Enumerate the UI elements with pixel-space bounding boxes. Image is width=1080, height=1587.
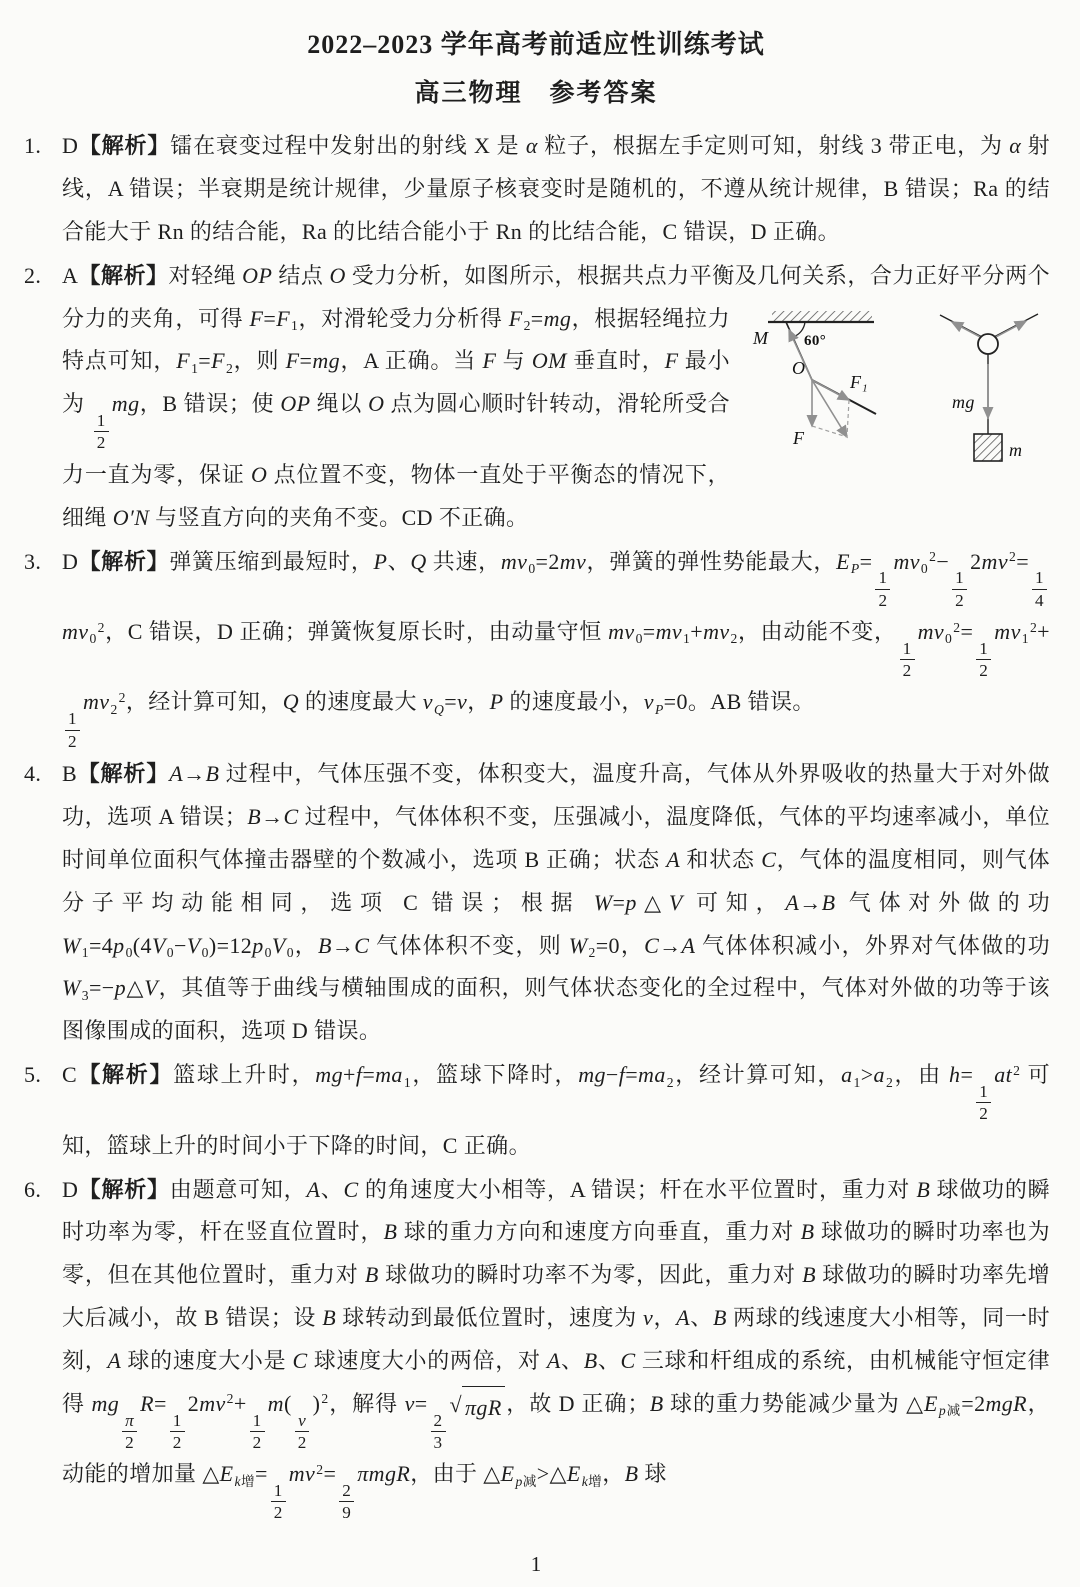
label-angle: 60° [804,332,827,349]
text-run: 球的速度大小是 [121,1348,293,1374]
subscript: 2 [225,360,234,376]
pulley-circle [978,334,998,354]
fraction-numerator: π [122,1410,137,1432]
subscript: 0 [264,944,272,960]
math-run: F [482,348,497,374]
math-run: F [664,348,679,374]
math-run: vP=0 [643,689,688,717]
subscript: 2 [588,944,596,960]
text-run: ，由于 [410,1461,484,1487]
fraction-denominator: 2 [297,1432,307,1452]
fraction-numerator: 2 [431,1410,446,1432]
item-body [62,761,1050,1043]
math-run: F=mg [285,348,341,374]
superscript: 2 [316,1461,324,1477]
answer-letter: B [62,760,78,786]
fraction-denominator: 3 [433,1432,443,1452]
superscript: 2 [929,549,937,565]
text-run: 绳以 [310,391,369,417]
answer-letter: C [62,1062,78,1088]
math-run: P [489,689,504,715]
text-run: 过程中，气体体积不变，压强减小，温度降低，气体的平均速率减小，单位时间单位面积气体撞击器壁的个数减小，选项 B 正确；状态 [62,803,1050,872]
fraction [431,1410,446,1454]
item-body [62,133,1050,244]
analysis-marker: 【解析】 [77,1062,174,1088]
fraction-numerator: 1 [271,1480,286,1502]
item-number: 1. [24,133,42,158]
math-run: B [322,1305,337,1331]
sqrt-radical [450,1383,505,1430]
text-run: 与 [496,348,532,374]
math-run: mg [111,391,140,417]
math-run: EP= [836,548,873,576]
superscript: 2 [321,1391,329,1407]
label-M: M [753,327,769,348]
weight-box [974,434,1002,461]
item-number: 4. [24,760,42,786]
text-run: ，动能的增加量 [62,1390,1050,1487]
item-content [62,125,1050,254]
answer-item [22,125,1050,254]
text-run: ， [653,1305,677,1331]
text-run: ，C 错误，D 正确；弹簧恢复原长时，由动量守恒 [104,619,609,645]
math-run: A [546,1348,561,1374]
superscript: 2 [953,619,961,635]
math-run: Q [282,689,299,715]
superscript: 2 [1029,619,1038,635]
math-run: F2=mg [508,305,572,333]
math-run: a1>a2 [841,1062,894,1090]
math-run: F1=F2 [176,348,234,376]
subscript: 0 [201,944,209,960]
math-run: F=F1 [249,305,299,333]
subscript: 0 [89,631,97,647]
math-run: O [329,262,346,288]
answer-item [22,255,1050,540]
fraction [875,567,890,611]
text-run: 、 [387,548,411,574]
text-run: 的速度最大 [298,689,423,715]
text-run: ，由动能不变， [737,619,897,645]
radicand: πgR [462,1386,505,1430]
math-run: B [383,1219,398,1245]
fraction-denominator: 2 [273,1503,283,1523]
analysis-marker: 【解析】 [77,760,170,786]
answer-letter: D [62,133,79,158]
superscript: 2 [1008,549,1017,565]
superscript: 2 [226,1391,234,1407]
subscript: P [654,701,664,717]
math-run: C→A [644,932,696,958]
text-run: 可知，篮球上升的时间小于下降的时间，C 正确。 [62,1062,1050,1158]
text-run: 、 [690,1305,713,1331]
subscript: p减 [515,1473,537,1489]
text-run: ，B 错误；使 [139,391,281,417]
text-run: 球转动到最低位置时，速度为 [336,1305,644,1331]
fraction-denominator: 2 [96,433,106,453]
fraction-denominator: 9 [342,1503,352,1523]
text-run: 球的重力方向和速度方向垂直，重力对 [397,1219,801,1245]
text-run: 球的重力势能减少量为 [663,1390,907,1416]
math-run: $mv0^2$ [893,548,937,576]
subscript: 0 [166,944,174,960]
text-run: ，其值等于曲线与横轴围成的面积，则气体状态变化的全过程中，气体对外做的功等于该图像围成的面积，选项 D 错误。 [62,975,1050,1044]
item-number: 2. [24,262,42,288]
subscript: 0 [286,944,294,960]
math-run: $mv^2=$ [288,1461,337,1487]
fraction-denominator: 2 [68,731,77,751]
label-mg: mg [952,391,975,412]
text-run: 两球的线速度大小相等，同一时刻， [62,1305,1050,1374]
right-tension-arrow [992,321,1026,339]
item-number: 5. [24,1062,42,1088]
math-run: A→B [169,760,220,786]
subscript: 0 [528,560,536,576]
ceiling-hatch [772,311,872,322]
math-run: $mv1^2+$ [994,619,1050,647]
math-run: C [343,1176,359,1202]
text-run: ，弹簧的弹性势能最大， [586,548,837,574]
math-run: mg [91,1390,120,1416]
math-run: A [107,1348,122,1374]
item-content [62,255,1050,540]
math-run: C [292,1348,308,1374]
subscript: 2 [730,631,738,647]
text-run: 气体对外做的功 [835,889,1050,915]
fraction-numerator: 1 [1032,567,1047,589]
item-body [62,1176,1050,1523]
answer-item [22,541,1050,752]
text-run: 、 [597,1348,621,1374]
answer-item [22,753,1050,1053]
subscript: 3 [81,987,89,1003]
math-run: $mv0^2$ [62,619,105,647]
text-run: ，经计算可知， [125,689,283,715]
item-content [62,1054,1050,1167]
math-run: B [583,1348,598,1374]
math-run: B [916,1176,931,1202]
text-run: 点位置不变，物体一直处于平衡态的情况下，细绳 [62,461,730,530]
fraction-denominator: 2 [979,661,989,681]
item-number: 3. [24,548,42,574]
text-run: 球做功的瞬时功率为零，杆在竖直位置时， [62,1176,1050,1245]
exam-title: 2022–2023 学年高考前适应性训练考试 [307,30,765,59]
math-run: B [800,1219,815,1245]
item-body [62,263,1050,530]
parallelogram-dash-2 [847,400,849,437]
item-content [62,753,1050,1053]
subscript: 1 [403,1074,412,1090]
math-run: B [364,1262,379,1288]
item-body [62,548,1050,751]
fraction [94,410,109,454]
text-run: 最小为 [62,348,731,417]
math-run: B [624,1461,639,1487]
math-run: A→B [785,889,836,915]
force-F2-arrow [952,322,984,339]
subscript: 0 [945,631,953,647]
fraction [1032,567,1047,611]
superscript: 2 [97,619,105,635]
fraction-numerator: 2 [339,1480,354,1502]
text-run: 的角速度大小相等，A 错误；杆在水平位置时，重力对 [358,1176,917,1202]
subscript: 2 [666,1074,674,1090]
math-run: O [251,461,268,487]
subscript: 1 [1021,631,1029,647]
math-run: Q [410,548,427,574]
subscript: 0 [125,944,133,960]
fraction-numerator: 1 [875,567,890,589]
text-run: − [936,548,950,574]
math-run: O′N [112,504,150,530]
answer-item [22,1054,1050,1167]
fraction [271,1480,286,1524]
math-run: W3=−p△V [62,975,159,1003]
text-run: 、 [560,1348,584,1374]
text-run: ， [293,932,318,958]
math-run: A [666,846,681,872]
text-run: ，气体的温度相同，则气体分子平均动能相同，选项 C 错误；根据 [62,846,1050,915]
math-run: C [620,1348,636,1374]
subscript: 2 [885,1074,894,1090]
fraction-denominator: 2 [955,590,965,610]
text-run: 的速度最小， [503,689,644,715]
text-run: 弹簧压缩到最短时， [169,548,374,574]
math-run: $2mv^2+$ [187,1390,247,1416]
answer-letter: D [62,548,79,574]
fraction-numerator: 1 [952,567,967,589]
math-run: W1=4p0(4V0−V0)=12p0V0 [62,932,294,960]
fraction-denominator: 2 [252,1432,262,1452]
analysis-marker: 【解析】 [78,262,169,288]
text-run: ，经计算可知， [673,1062,842,1088]
math-run: R= [140,1390,167,1416]
text-run: 可知， [682,889,786,915]
fraction [170,1410,185,1454]
math-run: $at^2$ [994,1062,1021,1088]
fraction [295,1410,310,1454]
text-run: 、 [320,1176,344,1202]
fraction-numerator: v [295,1410,309,1432]
fraction-denominator: 2 [979,1104,989,1124]
text-run: 球做功的瞬时功率先增大后减小，故 B 错误；设 [62,1262,1050,1331]
math-run: mv0=mv1+mv2 [608,619,738,647]
text-run: ，故 D 正确； [505,1390,650,1416]
fraction-denominator: 2 [902,661,912,681]
force-diagram [748,304,1050,484]
exam-subtitle: 高三物理 参考答案 [414,80,658,107]
label-F1: F₁ [850,371,869,392]
text-run: 粒子，根据左手定则可知，射线 3 带正电，为 [537,133,1010,158]
label-O: O [792,357,806,378]
math-run: W=p△V [593,889,683,915]
fraction-numerator: 1 [94,410,109,432]
math-run: α [1009,133,1022,158]
fraction-numerator: 1 [65,708,80,730]
math-run: mg+f=ma1 [315,1062,412,1090]
math-run: OP [280,391,311,417]
answer-item [22,1169,1050,1524]
answer-letter: D [62,1176,79,1202]
math-run: △Ep减=2mgR [906,1390,1028,1419]
subscript: k增 [234,1473,255,1489]
fraction [900,638,915,682]
subscript: 1 [291,317,299,333]
text-run: 和状态 [680,846,762,872]
text-run: 气体体积减小，外界对气体做的功 [695,932,1050,958]
fraction-denominator: 2 [172,1432,182,1452]
text-run: ，根据轻绳拉力 [571,305,730,331]
text-run: ，对滑轮受力分析得 [298,305,509,331]
math-run: OP [242,262,273,288]
text-run: ，A 正确。当 [340,348,483,374]
math-run: W2=0 [568,932,620,960]
fraction-denominator: 2 [878,590,888,610]
subscript: 1 [81,944,89,960]
subscript: 1 [683,631,691,647]
fraction-numerator: 1 [170,1410,185,1432]
text-run: ，由 [893,1062,950,1088]
math-run: A [306,1176,321,1202]
fraction [976,638,991,682]
math-run: mv0=2mv [500,548,587,576]
fraction-numerator: 1 [900,638,915,660]
fraction-numerator: 1 [976,1081,991,1103]
math-run: P [373,548,388,574]
text-run: 垂直时， [566,348,665,374]
force-diagram-svg [748,304,1050,484]
analysis-marker: 【解析】 [78,133,171,158]
subscript: k增 [581,1473,603,1489]
item-content [62,541,1050,752]
text-run: 球 [638,1461,667,1487]
math-run: B→C [247,803,299,829]
text-run: ， [602,1461,625,1487]
math-run: △Ek增= [202,1461,268,1489]
math-run: vQ=v [422,689,468,717]
text-run: 共速， [426,548,501,574]
analysis-marker: 【解析】 [78,548,170,574]
superscript: 2 [1013,1062,1021,1078]
answer-letter: A [62,262,79,288]
text-run: 气体体积不变，则 [369,932,569,958]
label-m: m [1009,439,1023,460]
text-run: 球速度大小的两倍，对 [307,1348,547,1374]
math-run: mg−f=ma2 [578,1062,674,1090]
text-run: 特点可知， [62,348,177,374]
text-run: 受力分析，如图所示，根据共点力平衡及几何关系，合力正好平分两个分力的夹角，可得 [62,262,1050,331]
math-run: v [643,1305,654,1331]
math-run: B [649,1390,664,1416]
fraction [250,1410,265,1454]
subscript: P [850,560,860,576]
text-run: 。AB 错误。 [687,689,815,715]
fraction-numerator: 1 [976,638,991,660]
math-run: h= [949,1062,974,1088]
item-body [62,1062,1050,1157]
math-run: C [761,846,777,872]
radical-sign: √ [449,1391,463,1417]
answer-list [22,125,1050,1524]
text-run: ，篮球下降时， [411,1062,579,1088]
text-run: 对轻绳 [168,262,243,288]
math-run: $2mv^2=$ [970,548,1030,574]
math-run: v= [404,1390,428,1416]
label-F: F [793,427,805,448]
math-run: A [676,1305,690,1331]
math-run: B [712,1305,727,1331]
fraction [65,708,80,752]
math-run: α [525,133,538,158]
math-run: $mv2^2$ [82,689,126,717]
fraction-numerator: 1 [250,1410,265,1432]
text-run: 球做功的瞬时功率不为零，因此，重力对 [378,1262,803,1288]
item-number: 6. [24,1176,42,1202]
text-run: 射线，A 错误；半衰期是统计规律，少量原子核衰变时是随机的，不遵从统计规律，B 错误；Ra 的结合能大于 Rn 的结合能，Ra 的比结合能小于 Rn 的比结合能，C 错误，D 正确。 [62,133,1050,244]
math-run: πmgR [357,1461,411,1487]
text-run: 篮球上升时， [173,1062,316,1088]
text-run: 三球和杆组成的系统，由机械能守恒定律得 [62,1348,1050,1416]
math-run: $mv0^2=$ [917,619,974,647]
text-run: ，则 [233,348,286,374]
math-run: )$^2$ [312,1390,329,1416]
math-run: O [368,391,385,417]
math-run: B [802,1262,816,1288]
superscript: 2 [118,689,126,705]
text-run: 球做功的瞬时功率也为零，但在其他位置时，重力对 [62,1219,1050,1288]
text-run: 镭在衰变过程中发射出的射线 X 是 [170,133,526,158]
fraction [976,1081,991,1125]
math-run: OM [531,348,567,374]
text-run: 过程中，气体压强不变，体积变大，温度升高，气体从外界吸收的热量大于对外做功，选项 A 错误； [62,760,1050,829]
subscript: 1 [853,1074,861,1090]
subscript: Q [433,701,445,717]
text-run: 由题意可知， [169,1176,307,1202]
subscript: 1 [191,360,199,376]
text-run: ， [619,932,645,958]
fraction-denominator: 4 [1035,590,1044,610]
subscript: 2 [110,701,118,717]
subscript: p减 [938,1403,962,1419]
text-run: ， [467,689,490,715]
text-run: 点为圆心顺时针转动，滑轮所受合力一直为零，保证 [62,391,730,487]
fraction [339,1480,354,1524]
subscript: 0 [920,560,929,576]
fraction [952,567,967,611]
subscript: 0 [635,631,643,647]
subscript: 2 [523,317,531,333]
item-content [62,1169,1050,1524]
analysis-marker: 【解析】 [78,1176,170,1202]
text-run: 与竖直方向的夹角不变。CD 不正确。 [149,504,529,530]
text-run: 结点 [272,262,330,288]
math-run: △Ep减>△Ek增 [483,1461,603,1489]
page-number: 1 [530,1551,542,1576]
text-run: ，解得 [328,1390,405,1416]
math-run: B→C [318,932,370,958]
math-run: m( [267,1390,292,1416]
fraction-denominator: 2 [125,1432,135,1452]
fraction [122,1410,137,1454]
